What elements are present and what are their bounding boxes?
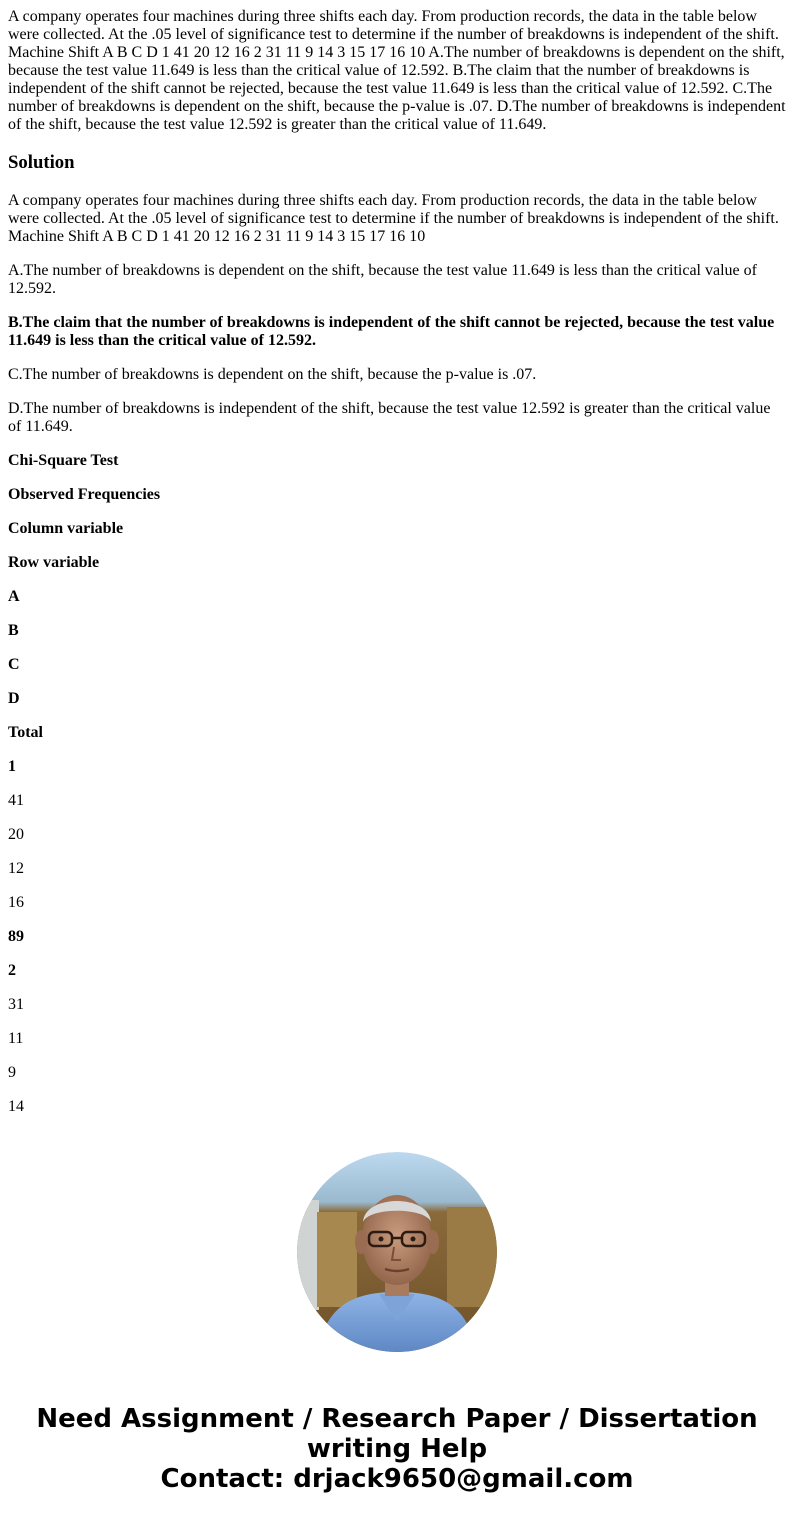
table-line: B [8, 622, 19, 639]
table-line: 1 [8, 758, 16, 775]
option-b-answer: B.The claim that the number of breakdowns is independent of the shift cannot be rejected, because the test value 11.649 is less than the critical value of 12.592. [8, 314, 775, 349]
document-content [8, 8, 786, 1132]
table-line: 9 [8, 1064, 16, 1081]
solution-intro: A company operates four machines during three shifts each day. From production records, the data in the table below were collected. At the .05 level of significance test to determine if the number of breakdowns is independent of the shift. Machine Shift A B C D 1 41 20 12 16 2 31 11 9 14 3 15 17 16 10 [8, 192, 779, 245]
author-photo [297, 1152, 497, 1352]
table-line: C [8, 656, 20, 673]
author-photo-section [0, 1152, 794, 1352]
table-line: 89 [8, 928, 24, 945]
table-line: A [8, 588, 20, 605]
option-c: C.The number of breakdowns is dependent on the shift, because the p-value is .07. [8, 366, 537, 383]
table-line: D [8, 690, 20, 707]
question-text: A company operates four machines during three shifts each day. From production records, the data in the table below were collected. At the .05 level of significance test to determine if the number of breakdowns is independent of the shift. Machine Shift A B C D 1 41 20 12 16 2 31 11 9 14 3 15 17 16 10 A.The number of breakdowns is dependent on the shift, because the test value 11.649 is less than the critical value of 12.592. B.The claim that the number of breakdowns is independent of the shift cannot be rejected, because the test value 11.649 is less than the critical value of 12.592. C.The number of breakdowns is dependent on the shift, because the p-value is .07. D.The number of breakdowns is independent of the shift, because the test value 12.592 is greater than the critical value of 11.649. [8, 8, 786, 133]
table-line: Total [8, 724, 43, 741]
table-line: 41 [8, 792, 24, 809]
table-line: Observed Frequencies [8, 486, 161, 503]
cta-line-1: Need Assignment / Research Paper / Dissertation [36, 1404, 758, 1434]
table-line: Row variable [8, 554, 100, 571]
table-line: 16 [8, 894, 24, 911]
table-line: Chi-Square Test [8, 452, 119, 469]
table-line: 31 [8, 996, 24, 1013]
table-line: 12 [8, 860, 24, 877]
option-a: A.The number of breakdowns is dependent on the shift, because the test value 11.649 is less than the critical value of 12.592. [8, 262, 757, 297]
table-line: 2 [8, 962, 16, 979]
table-line: 14 [8, 1098, 24, 1115]
cta-line-2: writing Help [306, 1434, 488, 1464]
table-line: 20 [8, 826, 24, 843]
option-d: D.The number of breakdowns is independent of the shift, because the test value 12.592 is greater than the critical value of 11.649. [8, 400, 771, 435]
solution-heading: Solution [8, 152, 75, 173]
table-line: 11 [8, 1030, 24, 1047]
table-lines [8, 452, 786, 1116]
cta-line-3: Contact: drjack9650@gmail.com [160, 1464, 634, 1494]
contact-banner [0, 1404, 794, 1494]
table-line: Column variable [8, 520, 124, 537]
